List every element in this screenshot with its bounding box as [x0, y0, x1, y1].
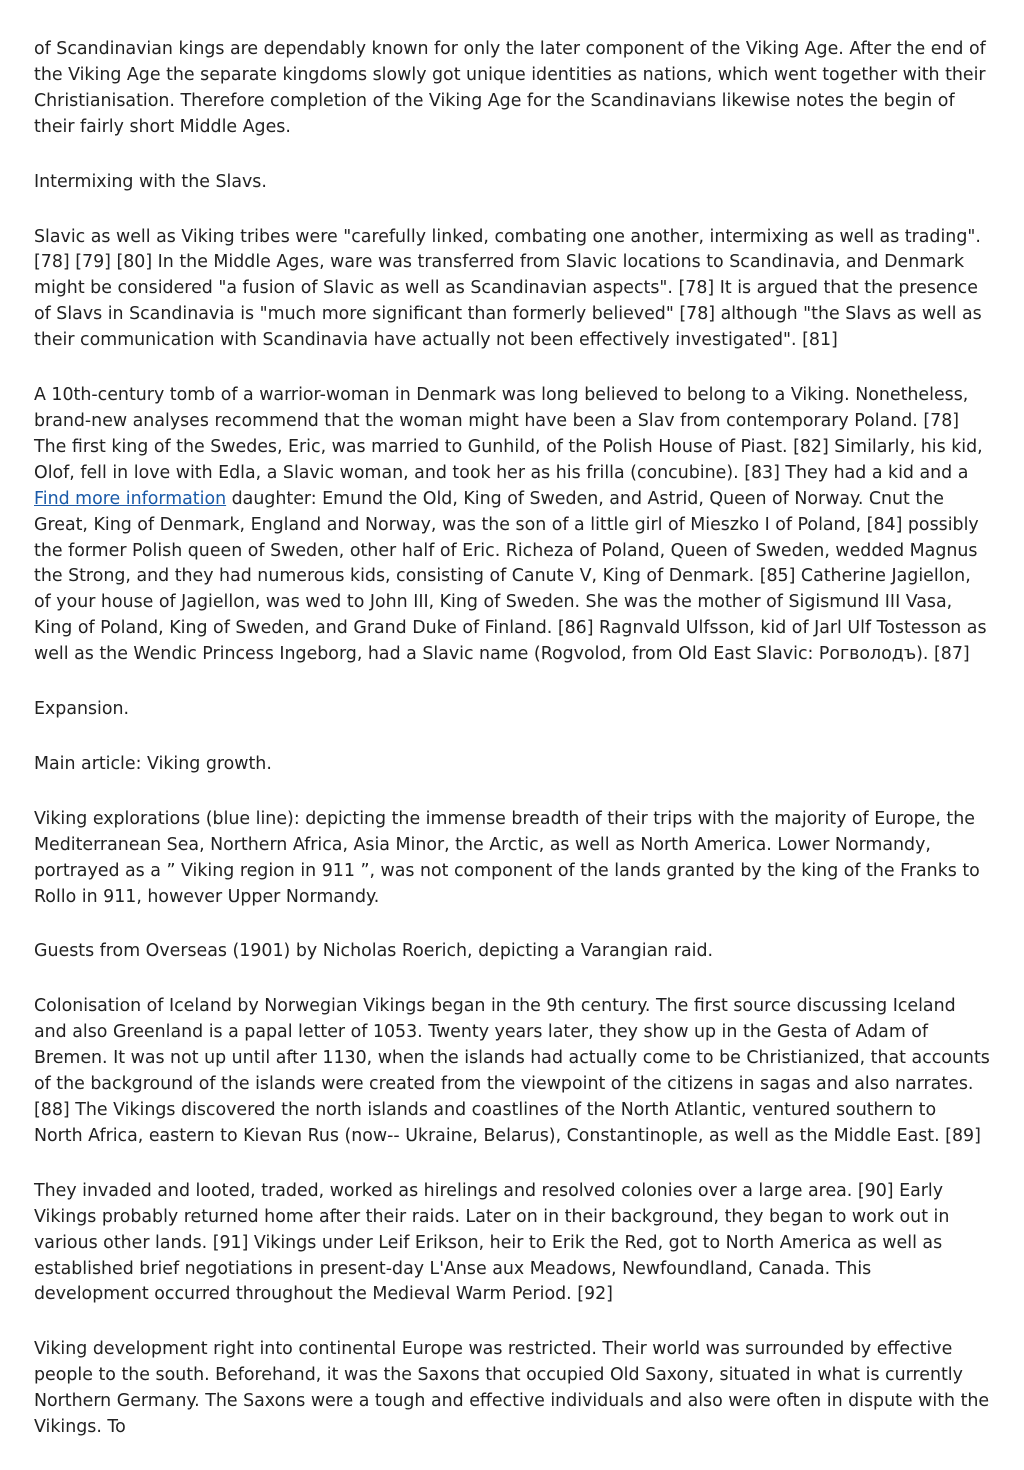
heading-intermixing-slavs: Intermixing with the Slavs. [34, 171, 267, 192]
main-article-note: Main article: Viking growth. [34, 753, 272, 774]
paragraph-text-before-link: A 10th-century tomb of a warrior-woman in Denmark was long believed to belong to a Viking. Nonetheless, brand-new analyses recommend that the woman might have been a Slav from contemporary Poland. [78] The first king of the Swedes, Eric, was married to Gunhild, of the Polish House of Piast. [82] Similarly, his kid, Olof, fell in love with Edla, a Slavic woman, and took her as his frilla (concubine). [83] They had a kid and a [34, 385, 983, 483]
paragraph-viking-explorations: Viking explorations (blue line): depicting the immense breadth of their trips with the majority of Europe, the Mediterranean Sea, Northern Africa, Asia Minor, the Arctic, as well as North America. Lower Normandy, portrayed as a ” Viking region in 911 ”, was not component of the lands granted by the king of the Franks to Rollo in 911, however Upper Normandy. [34, 808, 980, 907]
heading-expansion: Expansion. [34, 699, 130, 720]
document-body [34, 37, 990, 1470]
paragraph-continental-europe: Viking development right into continental Europe was restricted. Their world was surrounded by effective people to the south. Beforehand, it was the Saxons that occupied Old Saxony, situated in what is currently Northern Germany. The Saxons were a tough and effective individuals and also were often in dispute with the Vikings. To [34, 1339, 990, 1438]
paragraph-text-after-link: daughter: Emund the Old, King of Sweden, and Astrid, Queen of Norway. Cnut the Great, King of Denmark, England and Norway, was the son of a little girl of Mieszko I of Poland, [84] possibly the former Polish queen of Sweden, other half of Eric. Richeza of Poland, Queen of Sweden, wedded Magnus the Strong, and they had numerous kids, consisting of Canute V, King of Denmark. [85] Catherine Jagiellon, of your house of Jagiellon, was wed to John III, King of Sweden. She was the mother of Sigismund III Vasa, King of Poland, King of Sweden, and Grand Duke of Finland. [86] Ragnvald Ulfsson, kid of Jarl Ulf Tostesson as well as the Wendic Princess Ingeborg, had a Slavic name (Rogvolod, from Old East Slavic: Рогволодъ). [87] [34, 488, 987, 665]
paragraph-colonisation-iceland: Colonisation of Iceland by Norwegian Vikings began in the 9th century. The first source discussing Iceland and also Greenland is a papal letter of 1053. Twenty years later, they show up in the Gesta of Adam of Bremen. It was not up until after 1130, when the islands had actually come to be Christianized, that accounts of the background of the islands were created from the viewpoint of the citizens in sagas and also narrates. [88] The Vikings discovered the north islands and coastlines of the North Atlantic, ventured southern to North Africa, eastern to Kievan Rus (now-- Ukraine, Belarus), Constantinople, as well as the Middle East. [89] [34, 996, 990, 1146]
paragraph-kings-middle-ages: of Scandinavian kings are dependably known for only the later component of the Viking Age. After the end of the Viking Age the separate kingdoms slowly got unique identities as nations, which went together with their Christianisation. Therefore completion of the Viking Age for the Scandinavians likewise notes the begin of their fairly short Middle Ages. [34, 39, 986, 137]
paragraph-warrior-woman-tomb [34, 383, 990, 668]
paragraph-slavic-viking-tribes: Slavic as well as Viking tribes were "carefully linked, combating one another, intermixing as well as trading". [78] [79] [80] In the Middle Ages, ware was transferred from Slavic locations to Scandinavia, and Denmark might be considered "a fusion of Slavic as well as Scandinavian aspects". [78] It is argued that the presence of Slavs in Scandinavia is "much more significant than formerly believed" [78] although "the Slavs as well as their communication with Scandinavia have actually not been effectively investigated". [81] [34, 226, 982, 351]
caption-guests-from-overseas: Guests from Overseas (1901) by Nicholas Roerich, depicting a Varangian raid. [34, 941, 714, 962]
paragraph-invaded-and-looted: They invaded and looted, traded, worked as hirelings and resolved colonies over a large area. [90] Early Vikings probably returned home after their raids. Later on in their background, they began to work out in various other lands. [91] Vikings under Leif Erikson, heir to Erik the Red, got to North America as well as established brief negotiations in present-day L'Anse aux Meadows, Newfoundland, Canada. This development occurred throughout the Medieval Warm Period. [92] [34, 1180, 950, 1305]
find-more-information-link[interactable]: Find more information [34, 488, 227, 509]
